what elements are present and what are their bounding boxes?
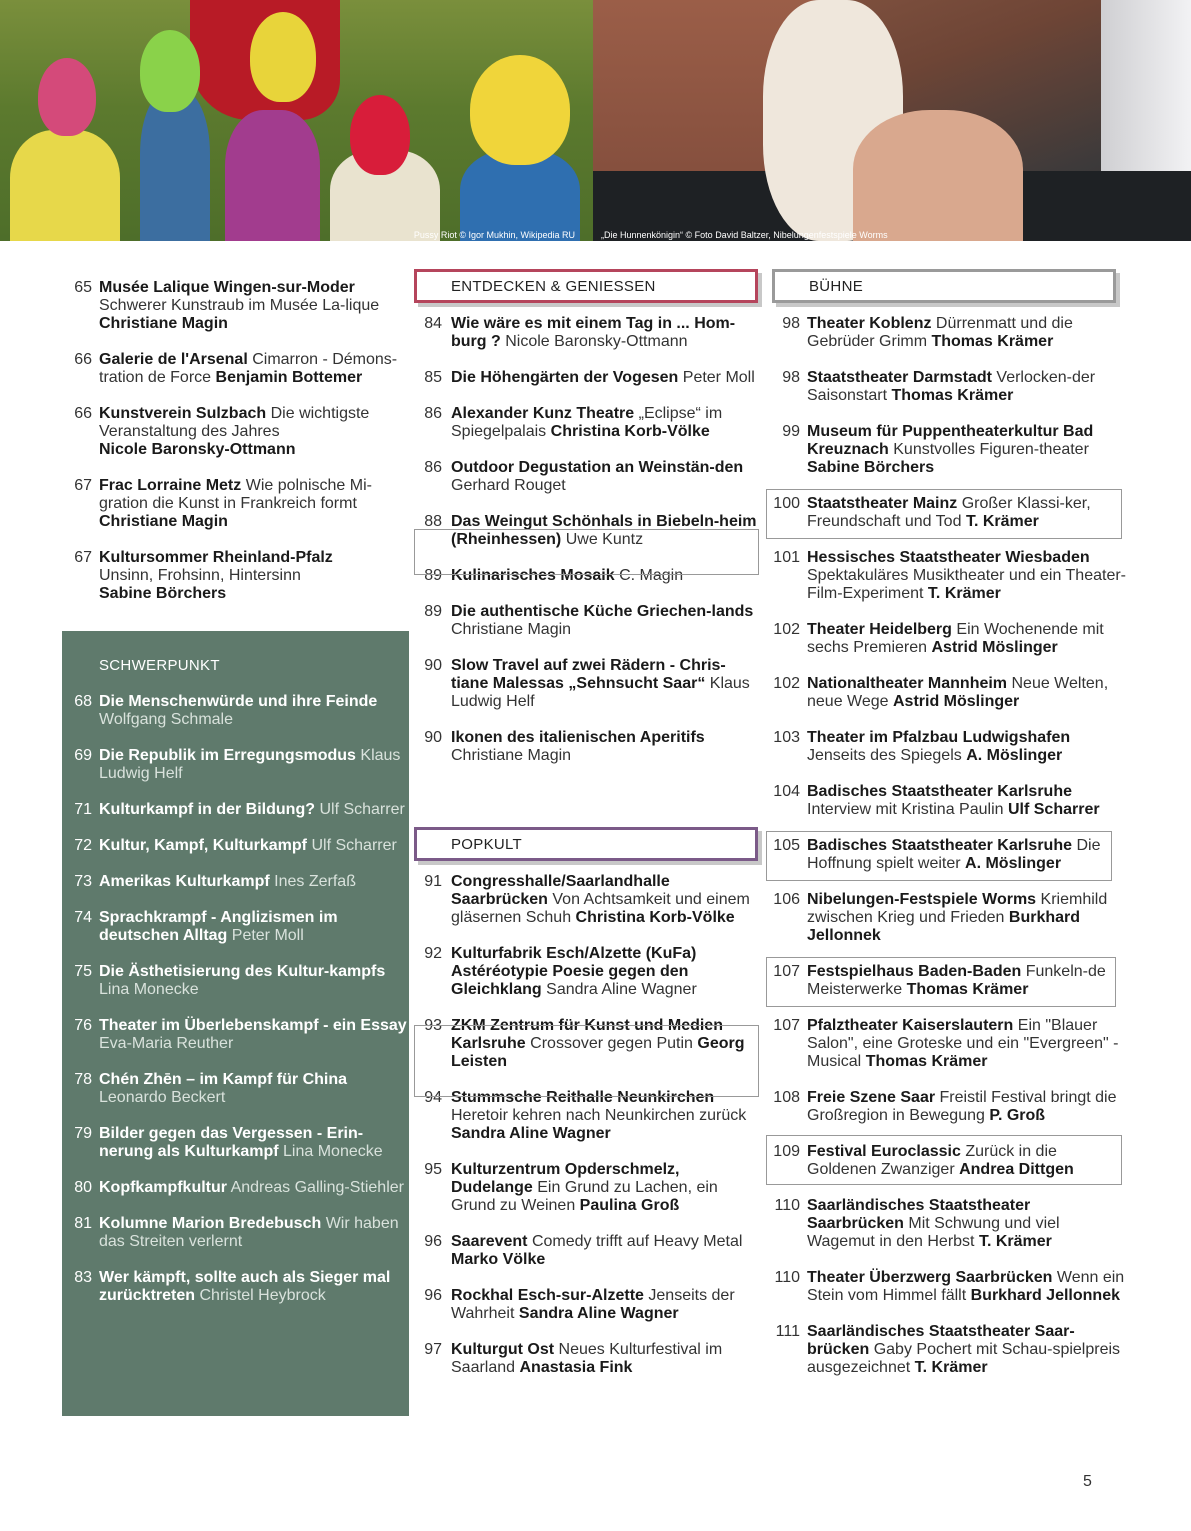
entry-author: A. Möslinger <box>966 747 1063 764</box>
highlight-frame-107 <box>766 957 1116 1007</box>
entry-title: Museum für Puppentheaterkultur Bad Kreuznach <box>807 423 1094 458</box>
page-ref: 103 <box>773 729 800 746</box>
entry-author: Lina Monecke <box>283 1143 383 1160</box>
page-ref: 107 <box>773 1017 800 1034</box>
page-ref: 93 <box>424 1017 442 1034</box>
toc-entry[interactable] <box>414 1089 759 1143</box>
section-heading-popkult: POPKULT <box>414 827 758 861</box>
entry-title: Theater Überzwerg Saarbrücken <box>807 1269 1053 1286</box>
page-ref: 80 <box>74 1179 92 1196</box>
entry-title: Stummsche Reithalle Neunkirchen <box>451 1089 715 1106</box>
toc-entry[interactable] <box>62 405 407 459</box>
entry-author: Lina Monecke <box>99 981 199 998</box>
entry-author: T. Krämer <box>978 1233 1052 1250</box>
entry-title: Frac Lorraine Metz <box>99 477 242 494</box>
page-ref: 102 <box>773 675 800 692</box>
toc-entry[interactable] <box>62 873 407 891</box>
entry-title: Die Republik im Erregungsmodus <box>99 747 356 764</box>
entry-title: Theater Heidelberg <box>807 621 952 638</box>
toc-entry[interactable] <box>766 783 1126 819</box>
entry-author: Peter Moll <box>231 927 304 944</box>
entry-desc: Spektakuläres Musiktheater und ein Theater-Film-Experiment <box>807 567 1126 602</box>
entry-author: P. Groß <box>989 1107 1046 1124</box>
entry-author: A. Möslinger <box>965 855 1062 872</box>
entry-author: Eva-Maria Reuther <box>99 1035 234 1052</box>
entry-author: Sandra Aline Wagner <box>518 1305 679 1322</box>
page-ref: 79 <box>74 1125 92 1142</box>
entry-desc: Neues Kulturfestival im Saarland <box>451 1341 723 1376</box>
entry-desc: Sandra Aline Wagner <box>546 981 697 998</box>
page-ref: 69 <box>74 747 92 764</box>
entry-author: Thomas Krämer <box>931 333 1054 350</box>
figure-yellow-dress <box>10 130 120 241</box>
toc-entry[interactable] <box>414 1287 759 1323</box>
toc-entry[interactable] <box>414 1233 759 1269</box>
entry-author: Ulf Scharrer <box>319 801 405 818</box>
page-ref: 76 <box>74 1017 92 1034</box>
schwerpunkt-heading: SCHWERPUNKT <box>99 657 220 674</box>
toc-entry[interactable] <box>62 801 407 819</box>
entry-title: Kulturfabrik Esch/Alzette (KuFa) Astéréotypie Poesie gegen den Gleichklang <box>451 945 697 998</box>
highlight-frame-105 <box>766 831 1112 881</box>
page-ref: 98 <box>782 315 800 332</box>
page-ref: 83 <box>74 1269 92 1286</box>
page-ref: 99 <box>782 423 800 440</box>
toc-entry[interactable] <box>62 963 407 999</box>
entry-title: Ikonen des italienischen Aperitifs <box>451 729 705 746</box>
entry-desc: Wenn ein Stein vom Himmel fällt <box>807 1269 1125 1304</box>
pink-mask <box>38 58 96 136</box>
entry-title: Kunstverein Sulzbach <box>99 405 267 422</box>
page-ref: 66 <box>74 351 92 368</box>
page-ref: 107 <box>773 963 800 980</box>
toc-entry[interactable] <box>766 891 1126 945</box>
entry-author: Astrid Möslinger <box>931 639 1058 656</box>
entry-desc: Ein Wochenende mit sechs Premieren <box>807 621 1104 656</box>
toc-entry[interactable] <box>62 1215 407 1251</box>
page-ref: 90 <box>424 729 442 746</box>
page-ref: 108 <box>773 1089 800 1106</box>
entry-author: Thomas Krämer <box>891 387 1014 404</box>
entry-desc: Ein Grund zu Lachen, ein Grund zu Weinen <box>451 1179 718 1214</box>
entry-desc: Verlocken-der Saisonstart <box>807 369 1096 404</box>
toc-entry[interactable] <box>766 1269 1126 1305</box>
entry-desc: Comedy trifft auf Heavy Metal <box>531 1233 743 1250</box>
page-ref: 90 <box>424 657 442 674</box>
toc-entry[interactable] <box>766 315 1126 351</box>
page-ref: 101 <box>773 549 800 566</box>
header-photos <box>0 0 1191 241</box>
popkult-list <box>414 873 759 1395</box>
page-ref: 110 <box>774 1269 800 1286</box>
photo-caption-right: „Die Hunnenkönigin“ © Foto David Baltzer, Nibelungenfestspiele Worms <box>601 230 888 240</box>
highlight-frame-100 <box>766 489 1122 539</box>
toc-entry[interactable] <box>414 369 759 387</box>
page-ref: 97 <box>424 1341 442 1358</box>
entry-author: Benjamin Bottemer <box>215 369 363 386</box>
entry-author: Burkhard Jellonnek <box>807 909 1081 944</box>
figure-blue <box>140 90 210 241</box>
entry-author: Andreas Galling-Stiehler <box>230 1179 404 1196</box>
entry-author: T. Krämer <box>965 513 1039 530</box>
entry-title: Festspielhaus Baden-Baden <box>807 963 1022 980</box>
entry-title: Galerie de l'Arsenal <box>99 351 248 368</box>
page-ref: 78 <box>74 1071 92 1088</box>
page-ref: 92 <box>424 945 442 962</box>
toc-entry[interactable] <box>766 549 1126 603</box>
page-ref: 109 <box>773 1143 800 1160</box>
entry-title: Saarländisches Staatstheater Saar-brücken <box>807 1323 1075 1358</box>
green-mask <box>140 30 200 112</box>
toc-entry[interactable] <box>414 729 759 765</box>
yellow-mask <box>250 12 316 102</box>
highlight-frame-88 <box>414 529 759 575</box>
entry-desc: Mit Schwung und viel Wagemut in den Herbst <box>807 1215 1060 1250</box>
page-ref: 86 <box>424 405 442 422</box>
page-ref: 72 <box>74 837 92 854</box>
entry-title: Kolumne Marion Bredebusch <box>99 1215 322 1232</box>
page-ref: 104 <box>773 783 800 800</box>
page-ref: 71 <box>74 801 92 818</box>
entry-title: ZKM Zentrum für Kunst und Medien Karlsruhe <box>451 1017 723 1052</box>
entry-title: Pfalztheater Kaiserslautern <box>807 1017 1014 1034</box>
entry-author: Andrea Dittgen <box>959 1161 1074 1178</box>
page-ref: 74 <box>74 909 92 926</box>
highlight-frame-109 <box>766 1135 1122 1185</box>
entry-author: T. Krämer <box>927 585 1001 602</box>
photo-caption-left: Pussy Riot © Igor Mukhin, Wikipedia RU <box>413 230 575 240</box>
entry-title: Nationaltheater Mannheim <box>807 675 1008 692</box>
page-ref: 85 <box>424 369 442 386</box>
entry-desc: Nicole Baronsky-Ottmann <box>505 333 688 350</box>
toc-entry[interactable] <box>766 1089 1126 1125</box>
entry-desc: Schwerer Kunstraub im Musée La-lique <box>99 297 380 314</box>
entry-title: Bilder gegen das Vergessen - Erin-nerung als Kulturkampf <box>99 1125 364 1160</box>
entry-desc: Heretoir kehren nach Neunkirchen zurück <box>451 1107 747 1124</box>
entry-title: Outdoor Degustation an Weinstän-den <box>451 459 744 476</box>
toc-entry[interactable] <box>766 675 1126 711</box>
nibelungen-photo <box>593 0 1191 241</box>
page-ref: 96 <box>424 1287 442 1304</box>
entry-author: Ines Zerfaß <box>274 873 356 890</box>
toc-entry[interactable] <box>62 909 407 945</box>
entry-author: Thomas Krämer <box>906 981 1029 998</box>
toc-entry[interactable] <box>62 693 407 729</box>
entry-title: Saarländisches Staatstheater Saarbrücken <box>807 1197 1031 1232</box>
toc-entry[interactable] <box>62 279 407 333</box>
entry-desc: Ein "Blauer Salon", eine Groteske und ein "Evergreen" -Musical <box>807 1017 1119 1070</box>
entry-desc: Kunstvolles Figuren-theater <box>893 441 1089 458</box>
entry-title: Congresshalle/Saarlandhalle Saarbrücken <box>451 873 670 908</box>
entry-author: Ulf Scharrer <box>1007 801 1100 818</box>
page-ref: 95 <box>424 1161 442 1178</box>
entry-author: Sandra Aline Wagner <box>451 1125 611 1142</box>
page-ref: 73 <box>74 873 92 890</box>
entry-author: Wolfgang Schmale <box>99 711 233 728</box>
entry-desc: Jenseits der Wahrheit <box>451 1287 735 1322</box>
toc-entry[interactable] <box>414 657 759 711</box>
entry-desc: Großer Klassi-ker, Freundschaft und Tod <box>807 495 1091 530</box>
entry-desc: Kriemhild zwischen Krieg und Frieden <box>807 891 1108 926</box>
entry-title: Nibelungen-Festspiele Worms <box>807 891 1037 908</box>
entry-desc: Interview mit Kristina Paulin <box>807 801 1004 818</box>
entry-title: Die Ästhetisierung des Kultur-kampfs <box>99 963 386 980</box>
entry-author: Georg Leisten <box>451 1035 745 1070</box>
entry-title: Theater im Überlebenskampf - ein Essay <box>99 1017 407 1034</box>
toc-entry[interactable] <box>62 1071 407 1107</box>
toc-entry[interactable] <box>766 1323 1126 1377</box>
schwerpunkt-entries <box>62 693 407 1323</box>
entry-title: Kultur, Kampf, Kulturkampf <box>99 837 308 854</box>
toc-entry[interactable] <box>766 423 1126 477</box>
entry-desc: Dürrenmatt und die Gebrüder Grimm <box>807 315 1073 350</box>
entry-title: Die Menschenwürde und ihre Feinde <box>99 693 378 710</box>
entry-title: Musée Lalique Wingen-sur-Moder <box>99 279 355 296</box>
entry-title: Slow Travel auf zwei Rädern - Chris-tiane Malessas „Sehnsucht Saar“ <box>451 657 726 692</box>
entry-desc: Unsinn, Frohsinn, Hintersinn <box>99 567 301 584</box>
entry-author: Leonardo Beckert <box>99 1089 226 1106</box>
entry-title: Alexander Kunz Theatre <box>451 405 635 422</box>
entry-desc: Gerhard Rouget <box>451 477 566 494</box>
entry-author: Marko Völke <box>451 1251 546 1268</box>
entry-desc: Die wichtigste Veranstaltung des Jahres <box>99 405 370 440</box>
entry-title: Die authentische Küche Griechen-lands <box>451 603 754 620</box>
entry-author: Wir haben das Streiten verlernt <box>99 1215 399 1250</box>
page-ref: 111 <box>775 1323 800 1340</box>
entry-title: Theater im Pfalzbau Ludwigshafen <box>807 729 1071 746</box>
toc-entry[interactable] <box>62 477 407 531</box>
entry-title: Staatstheater Darmstadt <box>807 369 992 386</box>
entry-author: Christiane Magin <box>99 315 228 332</box>
entry-title: Hessisches Staatstheater Wiesbaden <box>807 549 1090 566</box>
highlight-frame-93 <box>414 1025 759 1097</box>
toc-entry[interactable] <box>414 315 759 351</box>
entry-author: Astrid Möslinger <box>893 693 1020 710</box>
figure-purple-dress <box>225 110 320 241</box>
entry-title: Festival Euroclassic <box>807 1143 961 1160</box>
entry-desc: Funkeln-de Meisterwerke <box>807 963 1106 998</box>
entry-author: Anastasia Fink <box>519 1359 633 1376</box>
toc-entry[interactable] <box>414 405 759 441</box>
entry-title: Kulturgut Ost <box>451 1341 555 1358</box>
entry-title: Wer kämpft, sollte auch als Sieger mal zurücktreten <box>99 1269 391 1304</box>
entry-desc: Peter Moll <box>682 369 755 386</box>
entry-title: Freie Szene Saar <box>807 1089 936 1106</box>
page-ref: 86 <box>424 459 442 476</box>
entry-author: Nicole Baronsky-Ottmann <box>99 441 296 458</box>
entry-desc: Jenseits des Spiegels <box>807 747 962 764</box>
entry-desc: Zurück in die Goldenen Zwanziger <box>807 1143 1057 1178</box>
entry-title: Kulturkampf in der Bildung? <box>99 801 315 818</box>
actor-figure <box>853 110 1023 241</box>
entry-author: Christina Korb-Völke <box>550 423 710 440</box>
toc-entry[interactable] <box>62 351 407 387</box>
section-heading-entdecken: ENTDECKEN & GENIESSEN <box>414 269 758 303</box>
entry-author: Sabine Börchers <box>807 459 935 476</box>
entry-desc: Die Hoffnung spielt weiter <box>807 837 1101 872</box>
entry-author: Ulf Scharrer <box>311 837 397 854</box>
toc-entry[interactable] <box>62 1179 407 1197</box>
page-ref: 67 <box>74 477 92 494</box>
toc-entry[interactable] <box>766 621 1126 657</box>
pussy-riot-photo <box>0 0 593 241</box>
entry-title: Kulturzentrum Opderschmelz, Dudelange <box>451 1161 680 1196</box>
page-ref: 105 <box>773 837 800 854</box>
entry-title: Badisches Staatstheater Karlsruhe <box>807 837 1072 854</box>
page-ref: 98 <box>782 369 800 386</box>
entry-desc: Gaby Pochert mit Schau-spielpreis ausgezeichnet <box>807 1341 1121 1376</box>
col1-list <box>62 279 407 603</box>
toc-entry[interactable] <box>414 873 759 927</box>
entry-author: Burkhard Jellonnek <box>970 1287 1120 1304</box>
toc-entry[interactable] <box>62 1125 407 1161</box>
page-ref: 68 <box>74 693 92 710</box>
entry-desc: Klaus Ludwig Helf <box>451 675 750 710</box>
entry-author: T. Krämer <box>914 1359 988 1376</box>
entry-desc: Cimarron - Démons-tration de Force <box>99 351 398 386</box>
entry-title: Kopfkampfkultur <box>99 1179 227 1196</box>
entry-desc: C. Magin <box>619 567 684 584</box>
toc-entry[interactable] <box>414 1161 759 1215</box>
entry-author: Paulina Groß <box>579 1197 680 1214</box>
page-number: 5 <box>1083 1473 1092 1490</box>
red-mask <box>350 95 410 175</box>
entry-title: Badisches Staatstheater Karlsruhe <box>807 783 1072 800</box>
entry-author: Thomas Krämer <box>865 1053 988 1070</box>
entry-title: Staatstheater Mainz <box>807 495 958 512</box>
entry-desc: Freistil Festival bringt die Großregion in Bewegung <box>807 1089 1117 1124</box>
page-ref: 106 <box>773 891 800 908</box>
entry-title: Das Weingut Schönhals in Biebeln-heim (Rheinhessen) <box>451 513 757 548</box>
entry-desc: Von Achtsamkeit und einem gläsernen Schuh <box>451 891 750 926</box>
entry-title: Amerikas Kulturkampf <box>99 873 270 890</box>
entry-desc: „Eclipse“ im Spiegelpalais <box>451 405 723 440</box>
entry-author: Christiane Magin <box>99 513 228 530</box>
page-ref: 91 <box>424 873 442 890</box>
page-ref: 94 <box>424 1089 442 1106</box>
entry-title: Saarevent <box>451 1233 528 1250</box>
page-ref: 102 <box>773 621 800 638</box>
entry-title: Kultursommer Rheinland-Pfalz <box>99 549 333 566</box>
toc-entry[interactable] <box>414 459 759 495</box>
toc-entry[interactable] <box>414 603 759 639</box>
page-ref: 88 <box>424 513 442 530</box>
page-ref: 65 <box>74 279 92 296</box>
page-ref: 81 <box>74 1215 92 1232</box>
toc-entry[interactable] <box>62 1017 407 1053</box>
entry-title: Wie wäre es mit einem Tag in ... Hom-burg ? <box>451 315 736 350</box>
entry-author: Christina Korb-Völke <box>575 909 735 926</box>
entry-desc: Wie polnische Mi-gration die Kunst in Frankreich formt <box>99 477 372 512</box>
toc-entry[interactable] <box>62 747 407 783</box>
toc-entry[interactable] <box>62 549 407 603</box>
toc-entry[interactable] <box>766 1197 1126 1251</box>
entry-desc: Christiane Magin <box>451 747 572 764</box>
entry-author: Christel Heybrock <box>199 1287 326 1304</box>
toc-entry[interactable] <box>414 945 759 999</box>
page-ref: 66 <box>74 405 92 422</box>
entry-desc: Uwe Kuntz <box>565 531 644 548</box>
page-ref: 75 <box>74 963 92 980</box>
entry-desc: Christiane Magin <box>451 621 572 638</box>
yellow-knit-mask <box>470 55 570 165</box>
entry-title: Chén Zhēn – im Kampf für China <box>99 1071 348 1088</box>
page-ref: 67 <box>74 549 92 566</box>
entry-author: Klaus Ludwig Helf <box>99 747 401 782</box>
entry-title: Rockhal Esch-sur-Alzette <box>451 1287 644 1304</box>
entry-title: Sprachkrampf - Anglizismen im deutschen Alltag <box>99 909 338 944</box>
entry-desc: Neue Welten, neue Wege <box>807 675 1109 710</box>
toc-entry[interactable] <box>414 1341 759 1377</box>
toc-entry[interactable] <box>62 1269 407 1305</box>
toc-entry[interactable] <box>766 1017 1126 1071</box>
entry-author: Sabine Börchers <box>99 585 227 602</box>
page-ref: 110 <box>774 1197 800 1214</box>
toc-entry[interactable] <box>62 837 407 855</box>
entry-title: Kulinarisches Mosaik <box>451 567 615 584</box>
entry-title: Die Höhengärten der Vogesen <box>451 369 679 386</box>
entry-title: Theater Koblenz <box>807 315 932 332</box>
page-ref: 84 <box>424 315 442 332</box>
toc-entry[interactable] <box>766 369 1126 405</box>
entry-desc: Crossover gegen Putin <box>530 1035 693 1052</box>
page-ref: 89 <box>424 603 442 620</box>
page-ref: 100 <box>773 495 800 512</box>
toc-entry[interactable] <box>766 729 1126 765</box>
page-ref: 89 <box>424 567 442 584</box>
page-ref: 96 <box>424 1233 442 1250</box>
section-heading-buehne: BÜHNE <box>772 269 1116 303</box>
